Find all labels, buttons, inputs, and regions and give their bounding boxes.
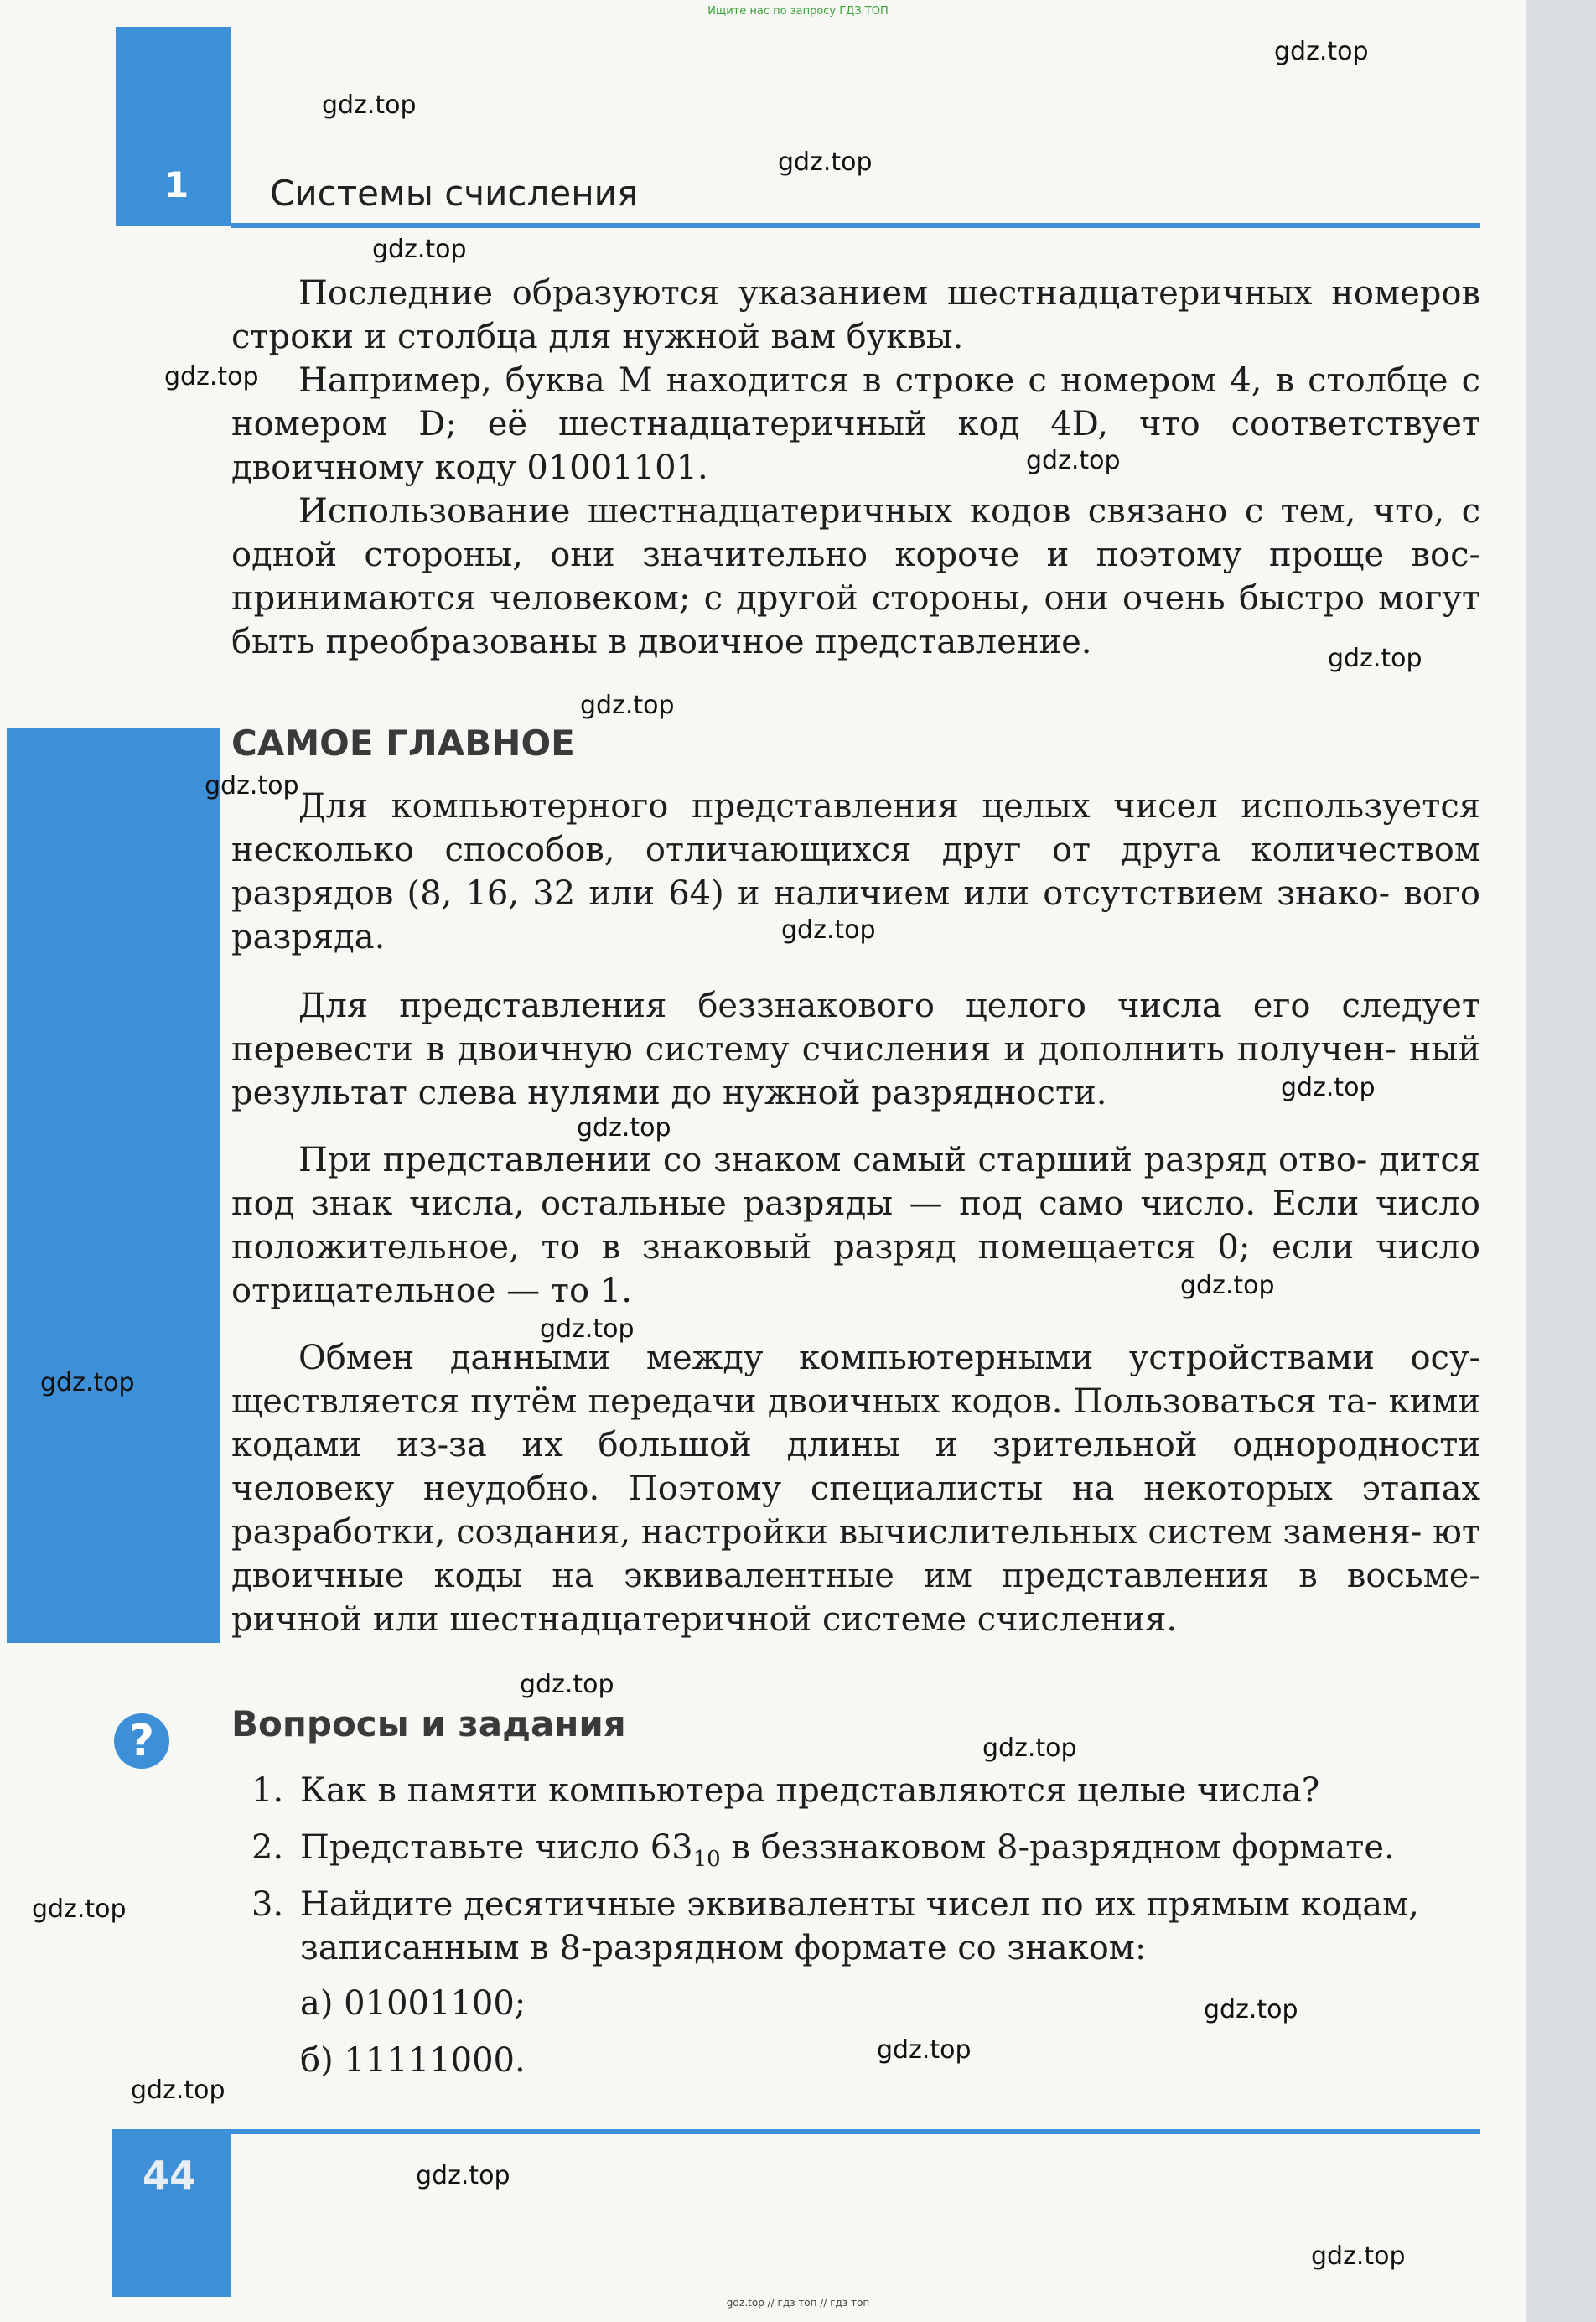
question-text: Представьте число 63 (300, 1828, 693, 1867)
watermark: gdz.top (372, 235, 467, 264)
text-line: с одной стороны, они значительно короче и поэтому проще вос- (231, 492, 1481, 574)
summary-paragraph (231, 1138, 1480, 1313)
text-line: разработки, создания, настройки вычислительных систем заменя- (231, 1513, 1422, 1552)
text-line: Обмен данными между компьютерными устройствами осу- (298, 1339, 1480, 1377)
text-line: дится под знак числа, остальные разряды — под само число. (231, 1141, 1480, 1223)
footer-rule (231, 2129, 1480, 2134)
chapter-title: Системы счисления (270, 173, 639, 214)
text-line: При представлении со знаком самый старший разряд отво- (298, 1141, 1368, 1179)
summary-side-bar (7, 728, 220, 1643)
text-line: Например, буква M находится в строке с номером 4, (298, 361, 1262, 400)
question-item (251, 1883, 1480, 1926)
text-line: в столбце с номером D; её шестнадцатеричный код 4D, что (231, 361, 1481, 443)
watermark: gdz.top (1026, 446, 1121, 475)
watermark: gdz.top (1204, 1995, 1298, 2024)
text-line: разрядов (8, 16, 32 или 64) и наличием или отсутствием знако- (231, 874, 1391, 913)
question-number: 3. (251, 1885, 284, 1924)
sub-item-label: а) (300, 1984, 334, 2023)
sub-item-value: 11111000. (344, 2041, 526, 2080)
text-line: вого разряда. (231, 874, 1481, 956)
watermark: gdz.top (1274, 37, 1369, 66)
text-line: принимаются человеком; с другой стороны, они очень быстро (231, 579, 1365, 618)
question-text: Найдите десятичные эквиваленты чисел по их прямым кодам, (300, 1885, 1419, 1924)
watermark: gdz.top (1180, 1271, 1275, 1300)
text-line: Для представления беззнакового целого числа его следует (298, 987, 1480, 1025)
text-line: строки и столбца для нужной вам буквы. (231, 318, 964, 356)
question-number: 1. (251, 1771, 284, 1810)
watermark: gdz.top (781, 915, 876, 945)
question-text: в беззнаковом 8-разрядном формате. (720, 1828, 1395, 1867)
text-line: Последние образуются указанием шестнадцатеричных номеров (298, 274, 1480, 313)
question-text: записанным в 8-разрядном формате со знаком: (300, 1929, 1147, 1967)
text-line: ный результат слева нулями до нужной разрядности. (231, 1030, 1481, 1112)
text-line: если число отрицательное — то 1. (231, 1228, 1480, 1310)
watermark: gdz.top (205, 771, 299, 801)
text-line: ричной или шестнадцатеричной системе счисления. (231, 1600, 1178, 1639)
sub-item (300, 2039, 803, 2082)
text-line: Использование шестнадцатеричных кодов связано с тем, что, (298, 492, 1445, 531)
text-line: соответствует двоичному коду 01001101. (231, 405, 1480, 487)
question-item (251, 1826, 1480, 1881)
top-note[interactable]: Ищите нас по запросу ГДЗ ТОП (707, 5, 889, 18)
question-item-continuation (300, 1926, 1480, 1970)
question-item (251, 1769, 1480, 1812)
text-line: несколько способов, отличающихся друг от друга количеством (231, 831, 1480, 869)
watermark: gdz.top (540, 1314, 635, 1344)
sub-item-label: б) (300, 2041, 334, 2080)
watermark: gdz.top (520, 1670, 614, 1699)
watermark: gdz.top (982, 1734, 1077, 1763)
watermark: gdz.top (1328, 644, 1422, 673)
summary-paragraph (231, 1336, 1480, 1641)
chapter-number: 1 (164, 164, 189, 205)
question-text: Как в памяти компьютера представляются целые числа? (300, 1771, 1320, 1810)
summary-heading: САМОЕ ГЛАВНОЕ (231, 723, 575, 764)
watermark: gdz.top (164, 362, 259, 391)
watermark: gdz.top (580, 691, 675, 720)
page-edge-shadow (1526, 0, 1596, 2322)
watermark: gdz.top (40, 1368, 135, 1397)
page-number: 44 (142, 2153, 197, 2198)
questions-heading: Вопросы и задания (231, 1703, 626, 1744)
watermark: gdz.top (778, 148, 873, 177)
text-line: Для компьютерного представления целых чисел используется (298, 787, 1480, 826)
watermark: gdz.top (322, 91, 417, 120)
sub-item (300, 1982, 803, 2025)
watermark: gdz.top (877, 2035, 972, 2065)
header-rule (231, 223, 1480, 228)
intro-paragraph (231, 490, 1480, 664)
watermark: gdz.top (32, 1894, 127, 1924)
text-line: Если число положительное, то в знаковый разряд помещается 0; (231, 1184, 1480, 1267)
text-line: ют двоичные коды на эквивалентные им представления в восьме- (231, 1513, 1480, 1595)
text-line: кими кодами из-за их большой длины и зрительной однородности (231, 1382, 1480, 1464)
text-line: ществляется путём передачи двоичных кодов. Пользоваться та- (231, 1382, 1378, 1421)
intro-paragraph (231, 359, 1480, 490)
sub-item-value: 01001100; (344, 1984, 526, 2023)
intro-paragraph (231, 272, 1480, 359)
watermark: gdz.top (1281, 1073, 1376, 1102)
text-line: могут быть преобразованы в двоичное представление. (231, 579, 1480, 661)
subscript-base: 10 (692, 1847, 721, 1872)
text-line: человеку неудобно. Поэтому специалисты на некоторых этапах (231, 1469, 1480, 1508)
watermark: gdz.top (577, 1113, 671, 1143)
bottom-note[interactable]: gdz.top // гдз топ // гдз топ (726, 2297, 870, 2309)
watermark: gdz.top (131, 2076, 225, 2105)
text-line: перевести в двоичную систему счисления и дополнить получен- (231, 1030, 1396, 1069)
watermark: gdz.top (1311, 2242, 1406, 2271)
watermark: gdz.top (416, 2161, 510, 2190)
question-number: 2. (251, 1828, 284, 1867)
question-icon: ? (114, 1713, 169, 1769)
